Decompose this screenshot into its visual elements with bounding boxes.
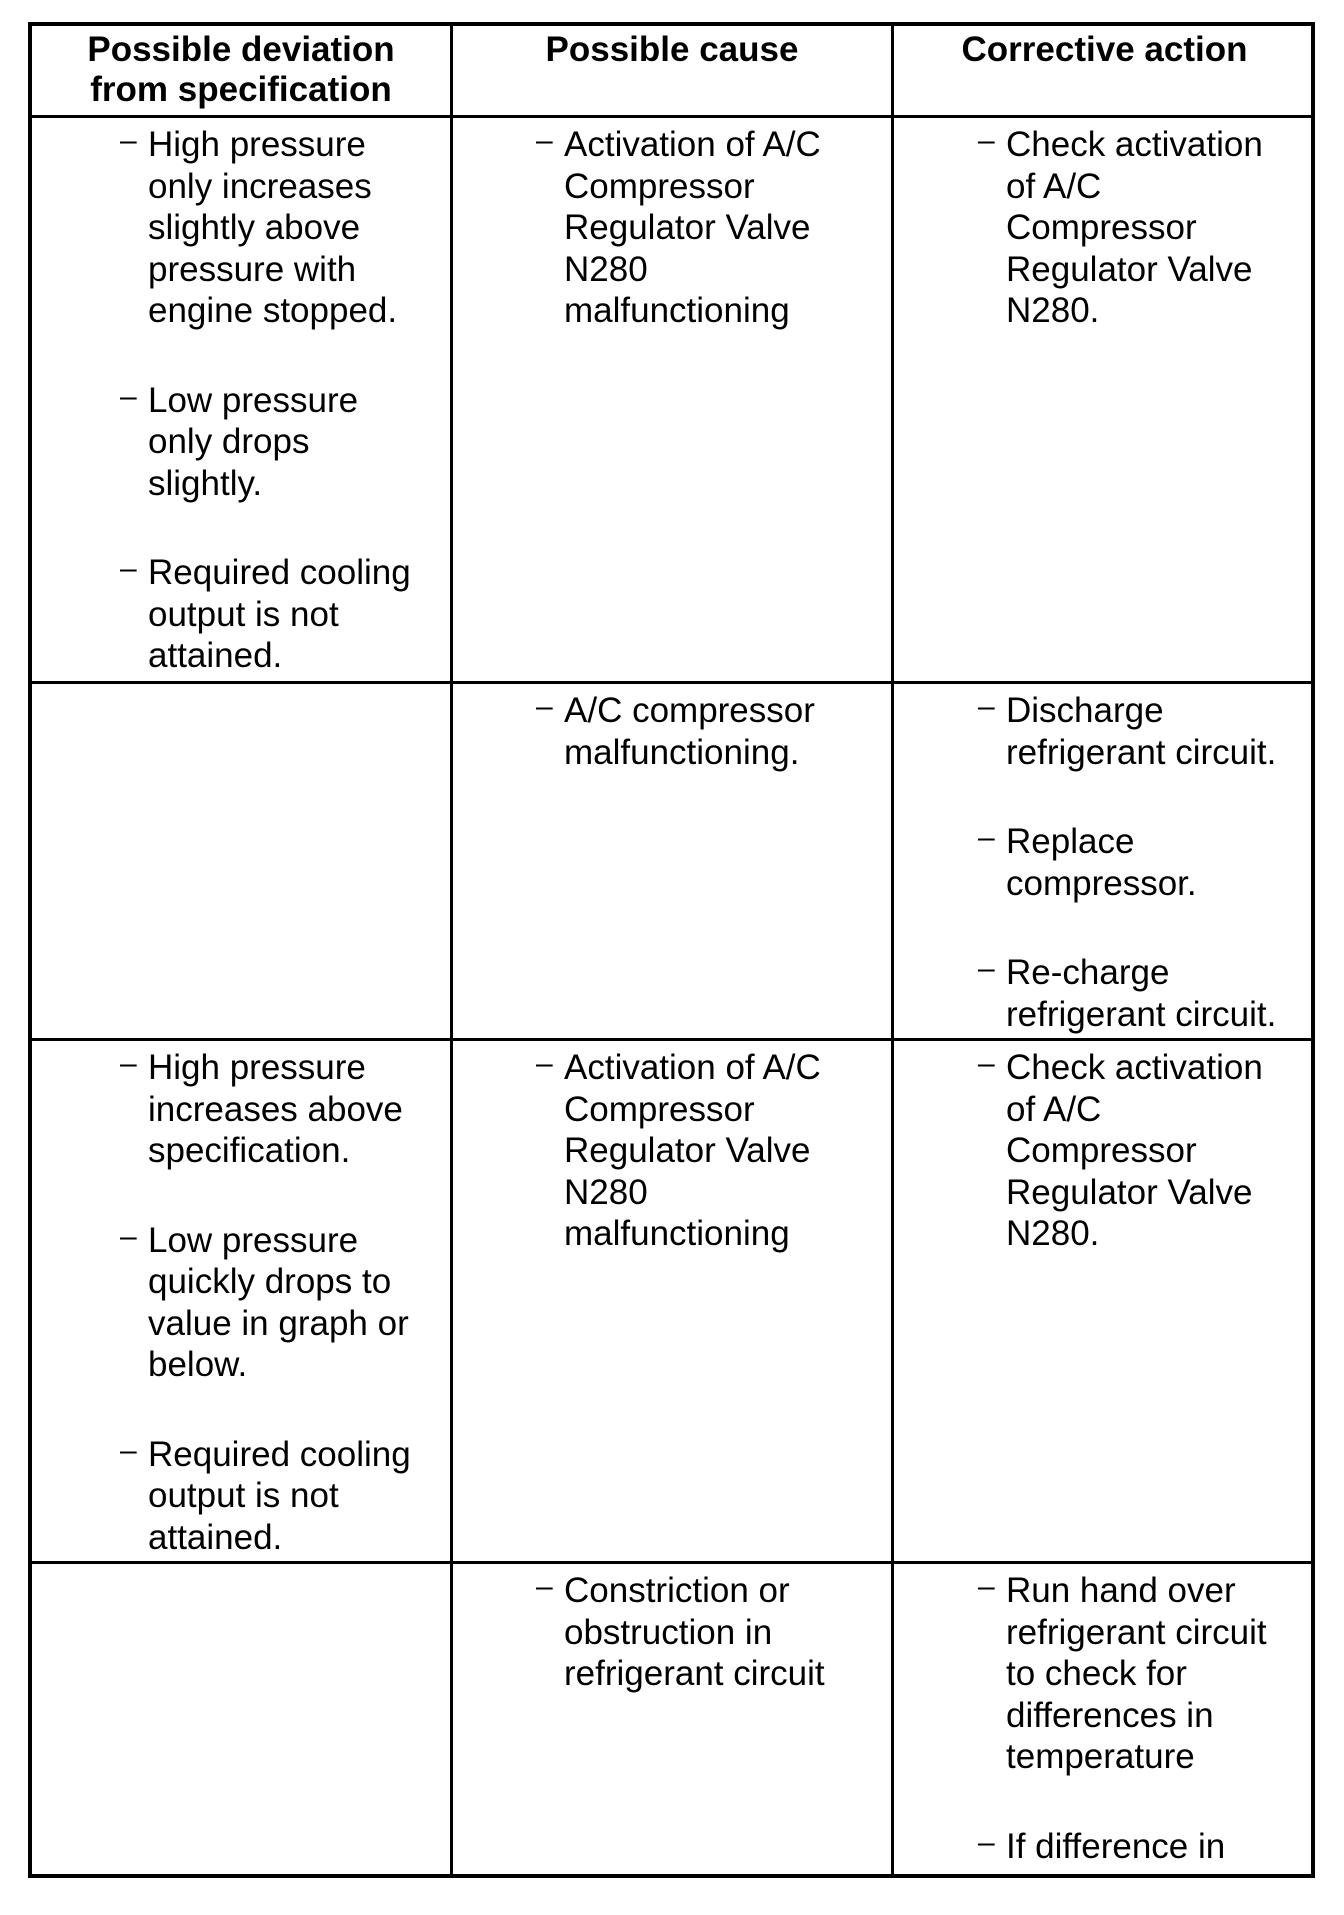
- header-action-label: Corrective action: [961, 30, 1248, 69]
- list-item: – Activation of A/C Compressor Regulator Valve N280 malfunctioning: [564, 124, 884, 332]
- row-2-cause: [536, 690, 884, 821]
- dash-icon: –: [978, 821, 995, 854]
- dash-icon: –: [978, 952, 995, 985]
- row-1-action: [978, 124, 1316, 380]
- dash-icon: –: [536, 1047, 553, 1080]
- list-item: – Low pressure only drops slightly.: [148, 380, 448, 505]
- dash-icon: –: [536, 1570, 553, 1603]
- list-item: – If difference in: [1006, 1826, 1316, 1868]
- list-item: – Discharge refrigerant circuit.: [1006, 690, 1316, 773]
- row-1-deviation: [120, 124, 448, 725]
- row-3-action: [978, 1047, 1316, 1303]
- header-deviation-line: Possible deviation: [87, 30, 395, 69]
- dash-icon: –: [536, 124, 553, 157]
- list-item: – Required cooling output is not attained.: [148, 552, 448, 677]
- row-4-action: [978, 1570, 1316, 1915]
- dash-icon: –: [120, 124, 137, 157]
- list-item: – High pressure only increases slightly above pressure with engine stopped.: [148, 124, 448, 332]
- row-3-deviation: [120, 1047, 448, 1606]
- dash-icon: –: [978, 690, 995, 723]
- dash-icon: –: [120, 1047, 137, 1080]
- list-item: – Activation of A/C Compressor Regulator Valve N280 malfunctioning: [564, 1047, 884, 1255]
- dash-icon: –: [120, 552, 137, 585]
- row-4-cause: [536, 1570, 884, 1743]
- list-item: – High pressure increases above specification.: [148, 1047, 448, 1172]
- column-divider: [450, 26, 453, 1874]
- dash-icon: –: [978, 1570, 995, 1603]
- list-item: – Required cooling output is not attained.: [148, 1434, 448, 1559]
- list-item: – Check activation of A/C Compressor Regulator Valve N280.: [1006, 124, 1316, 332]
- row-2-action: [978, 690, 1316, 1083]
- row-3-cause: [536, 1047, 884, 1303]
- dash-icon: –: [978, 124, 995, 157]
- list-item: – Check activation of A/C Compressor Regulator Valve N280.: [1006, 1047, 1316, 1255]
- list-item: – Run hand over refrigerant circuit to check for differences in temperature: [1006, 1570, 1316, 1778]
- dash-icon: –: [120, 1219, 137, 1253]
- list-item: – A/C compressor malfunctioning.: [564, 690, 884, 773]
- dash-icon: –: [536, 690, 553, 723]
- dash-icon: –: [978, 1047, 995, 1080]
- list-item: – Re-charge refrigerant circuit.: [1006, 952, 1316, 1035]
- list-item: – Constriction or obstruction in refrigerant circuit: [564, 1570, 884, 1695]
- header-deviation: [32, 26, 450, 116]
- dash-icon: –: [120, 1433, 137, 1467]
- column-divider: [891, 26, 894, 1874]
- list-item: – Replace compressor.: [1006, 821, 1316, 904]
- header-action: [894, 26, 1315, 116]
- dash-icon: –: [120, 379, 137, 413]
- header-cause: [453, 26, 891, 116]
- header-cause-label: Possible cause: [545, 30, 799, 69]
- row-1-cause: [536, 124, 884, 380]
- dash-icon: –: [978, 1825, 995, 1859]
- troubleshooting-table: [28, 22, 1315, 1878]
- list-item: – Low pressure quickly drops to value in graph or below.: [148, 1220, 448, 1386]
- header-deviation-line: from specification: [90, 70, 392, 109]
